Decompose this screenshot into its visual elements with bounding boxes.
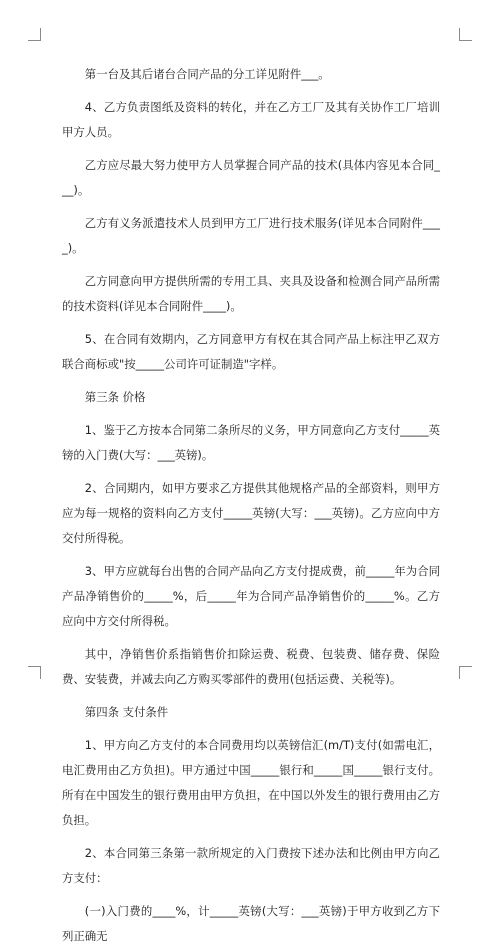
paragraph-price-royalty: 3、甲方应就每台出售的合同产品向乙方支付提成费，前_____年为合同产品净销售价的_____%，后_____年为合同产品净销售价的_____%。乙方应向中方交付所得税。	[62, 564, 440, 628]
paragraph-entry-fee-payment: 2、本合同第三条第一款所规定的入门费按下述办法和比例由甲方向乙方支付：	[62, 846, 440, 885]
paragraph-price-entry-fee: 1、鉴于乙方按本合同第二条所尽的义务，甲方同意向乙方支付_____英镑的入门费(大写：___英镑)。	[62, 423, 440, 462]
paragraph-technology-mastery: 乙方应尽最大努力使甲方人员掌握合同产品的技术(具体内容见本合同___)。	[62, 158, 440, 197]
paragraph-net-sales-definition: 其中，净销售价系指销售价扣除运费、税费、包装费、储存费、保险费、安装费，并减去向乙方购买零部件的费用(包括运费、关税等)。	[62, 647, 440, 686]
paragraph-special-tools: 乙方同意向甲方提供所需的专用工具、夹具及设备和检测合同产品所需的技术资料(详见本合同附件____)。	[62, 274, 440, 313]
paragraph-attachment-division: 第一台及其后诸台合同产品的分工详见附件___。	[84, 67, 330, 81]
section-heading-payment: 第四条 支付条件	[84, 705, 169, 719]
document-body	[62, 62, 440, 949]
paragraph-clause-5-trademark: 5、在合同有效期内，乙方同意甲方有权在其合同产品上标注甲乙双方联合商标或"按_____公司许可证制造"字样。	[62, 332, 440, 371]
paragraph-clause-4-training: 4、乙方负责图纸及资料的转化，并在乙方工厂及其有关协作工厂培训甲方人员。	[62, 100, 440, 139]
paragraph-payment-method: 1、甲方向乙方支付的本合同费用均以英镑信汇(m/T)支付(如需电汇，电汇费用由乙方负担)。甲方通过中国_____银行和_____国_____银行支付。所有在中国发生的银行费用由甲方负担，在中国以外发生的银行费用由乙方负担。	[62, 738, 440, 827]
page-corner-mark-top-left	[28, 28, 41, 41]
page-corner-mark-bottom-left	[28, 666, 41, 679]
paragraph-technical-service: 乙方有义务派遣技术人员到甲方工厂进行技术服务(详见本合同附件____)。	[62, 216, 440, 255]
paragraph-entry-fee-installment: (一)入门费的____%，计_____英镑(大写：___英镑)于甲方收到乙方下列正确无	[62, 904, 440, 943]
page-corner-mark-bottom-right	[459, 666, 472, 679]
paragraph-price-other-specs: 2、合同期内，如甲方要求乙方提供其他规格产品的全部资料，则甲方应为每一规格的资料向乙方支付_____英镑(大写：___英镑)。乙方应向中方交付所得税。	[62, 481, 440, 545]
section-heading-price: 第三条 价格	[84, 390, 146, 404]
page-corner-mark-top-right	[459, 28, 472, 41]
